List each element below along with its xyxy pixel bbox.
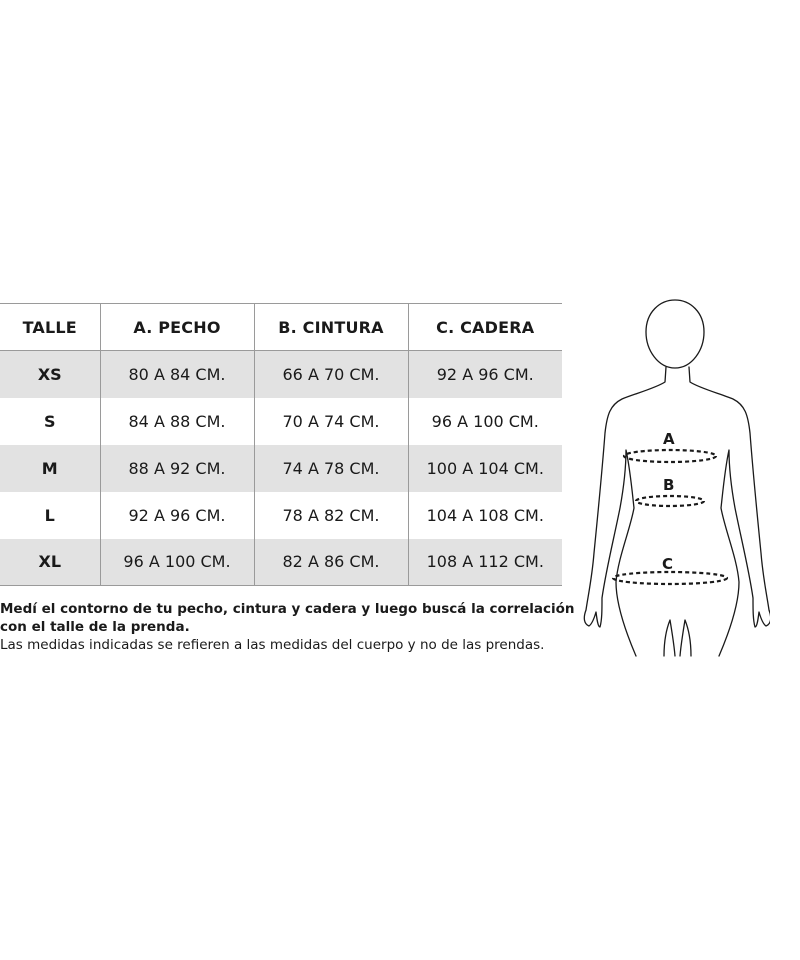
table-row: [0, 539, 562, 586]
header-cintura: B. CINTURA: [254, 304, 408, 351]
hip-cell: 92 A 96 CM.: [436, 364, 534, 384]
size-cell: XL: [0, 539, 100, 586]
table-row: [0, 398, 562, 445]
waist-cell: 70 A 74 CM.: [254, 398, 408, 445]
label-a: A: [663, 430, 675, 448]
waist-cell: 66 A 70 CM.: [254, 351, 408, 398]
table-row: [0, 492, 562, 539]
header-cadera: C. CADERA: [436, 317, 535, 337]
measurement-notes: [0, 600, 575, 654]
size-cell: XS: [0, 351, 100, 398]
torso-outline: [584, 367, 770, 656]
hip-cell: 104 A 108 CM.: [426, 505, 544, 525]
body-figure: [580, 298, 770, 658]
chest-cell: 88 A 92 CM.: [100, 445, 254, 492]
table-row: [0, 351, 562, 398]
size-cell: M: [0, 445, 100, 492]
table-row: [0, 445, 562, 492]
hip-measure-line: [613, 572, 727, 584]
chest-cell: 84 A 88 CM.: [100, 398, 254, 445]
waist-cell: 74 A 78 CM.: [254, 445, 408, 492]
disclaimer-text: Las medidas indicadas se refieren a las medidas del cuerpo y no de las prendas.: [0, 637, 545, 653]
waist-cell: 82 A 86 CM.: [254, 539, 408, 586]
label-b: B: [663, 476, 675, 494]
head-outline: [646, 300, 704, 368]
body-outline-illustration: [580, 298, 770, 658]
chest-cell: 92 A 96 CM.: [100, 492, 254, 539]
waist-measure-line: [636, 496, 704, 506]
waist-cell: 78 A 82 CM.: [254, 492, 408, 539]
size-table: [0, 303, 562, 586]
hip-cell: 100 A 104 CM.: [426, 458, 544, 478]
size-cell: L: [0, 492, 100, 539]
hip-cell: 96 A 100 CM.: [431, 411, 539, 431]
table-header-row: [0, 304, 562, 351]
instruction-text: Medí el contorno de tu pecho, cintura y cadera y luego buscá la correlación con el talle de la prenda.: [0, 601, 575, 635]
header-talle: TALLE: [0, 304, 100, 351]
chest-measure-line: [624, 450, 716, 462]
label-c: C: [662, 555, 674, 573]
size-cell: S: [0, 398, 100, 445]
chest-cell: 96 A 100 CM.: [100, 539, 254, 586]
header-pecho: A. PECHO: [100, 304, 254, 351]
chest-cell: 80 A 84 CM.: [100, 351, 254, 398]
hip-cell: 108 A 112 CM.: [426, 552, 544, 572]
